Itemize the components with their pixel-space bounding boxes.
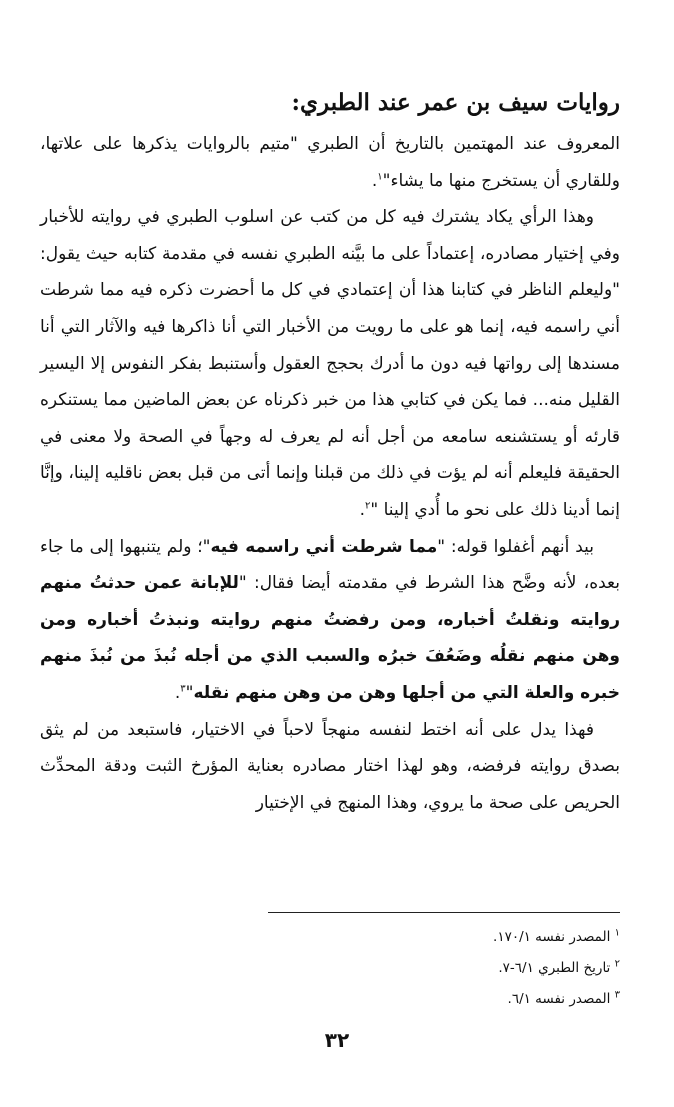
footnote-ref-2: ٢ bbox=[365, 500, 371, 512]
paragraph-3-part2: "؛ ولم يتنبهوا إلى ما جاء بعده، لأنه وضَّح هذا الشرط في مقدمته أيضا فقال: " bbox=[40, 536, 620, 594]
footnote-3 bbox=[200, 984, 620, 1015]
paragraph-3-bold-quote-2: للإبانة عمن حدثتُ منهم روايته ونقلتُ أخباره، ومن رفضتُ منهم روايته ونبذتُ أخباره ومن وهن منهم نقلُه وضَعُفَ خبرُه والسبب الذي من أجله نُبذَ من نُبذَ منهم خبره والعلة التي من أجلها وهن من وهن منهم نقله bbox=[40, 573, 620, 703]
paragraph-2-text: وهذا الرأي يكاد يشترك فيه كل من كتب عن اسلوب الطبري في روايته للأخبار وفي إختيار مصادره، إعتماداً على ما بيَّنه الطبري نفسه في مقدمة كتابه حيث يقول: "وليعلم الناظر في كتابنا هذا أن إعتمادي في كل ما أحضرت ذكره فيه مما شرطت أني راسمه فيه، إنما هو على ما رويت من الأخبار التي أنا ذاكرها فيه والآثار التي أنا مسندها إلى رواتها فيه دون ما أدرك بحجج العقول وأستنبط بفكر النفوس إلا اليسير القليل منه... فما يكن في كتابي هذا من خبر ذكرناه عن بعض الماضين مما يستنكره قارئه أو يستشنعه سامعه من أجل أنه لم يعرف له وجهاً في الصحة ولا معنى في الحقيقة فليعلم أنه لم يؤت في ذلك من قبلنا وإنما أتى من قبل بعض ناقليه إلينا، وإنَّا إنما أدينا ذلك على نحو ما أُدي إلينا " bbox=[40, 207, 620, 520]
footnote-2-text: تاريخ الطبري ٦/١-٧. bbox=[498, 960, 611, 976]
paragraph-1-text: المعروف عند المهتمين بالتاريخ أن الطبري "متيم بالروايات يذكرها على علاتها، وللقاري أن يستخرج منها ما يشاء" bbox=[40, 134, 620, 191]
section-heading: روايات سيف بن عمر عند الطبري: bbox=[291, 89, 620, 116]
page-number: ٣٢ bbox=[324, 1028, 350, 1052]
footnote-1-text: المصدر نفسه ١٧٠/١. bbox=[493, 929, 611, 945]
footnote-2 bbox=[200, 953, 620, 984]
paragraph-3-bold-quote-1: مما شرطت أني راسمه فيه bbox=[210, 536, 438, 557]
paragraph-3-part3: " bbox=[185, 682, 194, 703]
footnotes bbox=[200, 922, 620, 1015]
paragraph-2: وهذا الرأي يكاد يشترك فيه كل من كتب عن اسلوب الطبري في روايته للأخبار وفي إختيار مصادره، إعتماداً على ما بيَّنه الطبري نفسه في مقدمة كتابه حيث يقول: "وليعلم الناظر في كتابنا هذا أن إعتمادي في كل ما أحضرت ذكره فيه مما شرطت أني راسمه فيه، إنما هو على ما رويت من الأخبار التي أنا ذاكرها فيه والآثار التي أنا مسندها إلى رواتها فيه دون ما أدرك بحجج العقول وأستنبط بفكر النفوس إلا اليسير القليل منه... فما يكن في كتابي هذا من خبر ذكرناه عن بعض الماضين مما يستنكره قارئه أو يستشنعه سامعه من أجل أنه لم يعرف له وجهاً في الصحة ولا معنى في الحقيقة فليعلم أنه لم يؤت في ذلك من قبلنا وإنما أتى من قبل بعض ناقليه إلينا، وإنَّا إنما أدينا ذلك على نحو ما أُدي إلينا "$^٢$. bbox=[40, 207, 620, 520]
footnote-1-number: ١ bbox=[614, 927, 620, 939]
paragraph-4-text: فهذا يدل على أنه اختط لنفسه منهجاً لاحباً في الاختيار، فاستبعد من لم يثق بصدق روايته فرفضه، وهو لهذا اختار مصادره بعناية المؤرخ الثبت ودقة المحدِّث الحريص على صحة ما يروي، وهذا المنهج في الإختيار bbox=[40, 719, 620, 813]
page-body bbox=[40, 80, 620, 821]
paragraph-4 bbox=[40, 712, 620, 822]
paragraph-3-part1: بيد أنهم أغفلوا قوله: " bbox=[437, 536, 594, 557]
paragraph-1: المعروف عند المهتمين بالتاريخ أن الطبري "متيم بالروايات يذكرها على علاتها، وللقاري أن يستخرج منها ما يشاء"$^١$. bbox=[40, 134, 620, 191]
footnote-ref-1: ١ bbox=[377, 170, 383, 182]
footnote-divider bbox=[268, 912, 620, 913]
paragraph-3: بيد أنهم أغفلوا قوله: "مما شرطت أني راسمه فيه"؛ ولم يتنبهوا إلى ما جاء بعده، لأنه وضَّح هذا الشرط في مقدمته أيضا فقال: "للإبانة عمن حدثتُ منهم روايته ونقلتُ أخباره، ومن رفضتُ منهم روايته ونبذتُ أخباره ومن وهن منهم نقلُه وضَعُفَ خبرُه والسبب الذي من أجله نُبذَ من نُبذَ منهم خبره والعلة التي من أجلها وهن من وهن منهم نقله"$^٣$. bbox=[40, 536, 620, 703]
footnote-2-number: ٢ bbox=[614, 958, 620, 970]
footnote-3-text: المصدر نفسه ٦/١. bbox=[507, 991, 611, 1007]
footnote-ref-3: ٣ bbox=[180, 683, 186, 695]
footnote-1 bbox=[200, 922, 620, 953]
footnote-3-number: ٣ bbox=[614, 989, 620, 1001]
